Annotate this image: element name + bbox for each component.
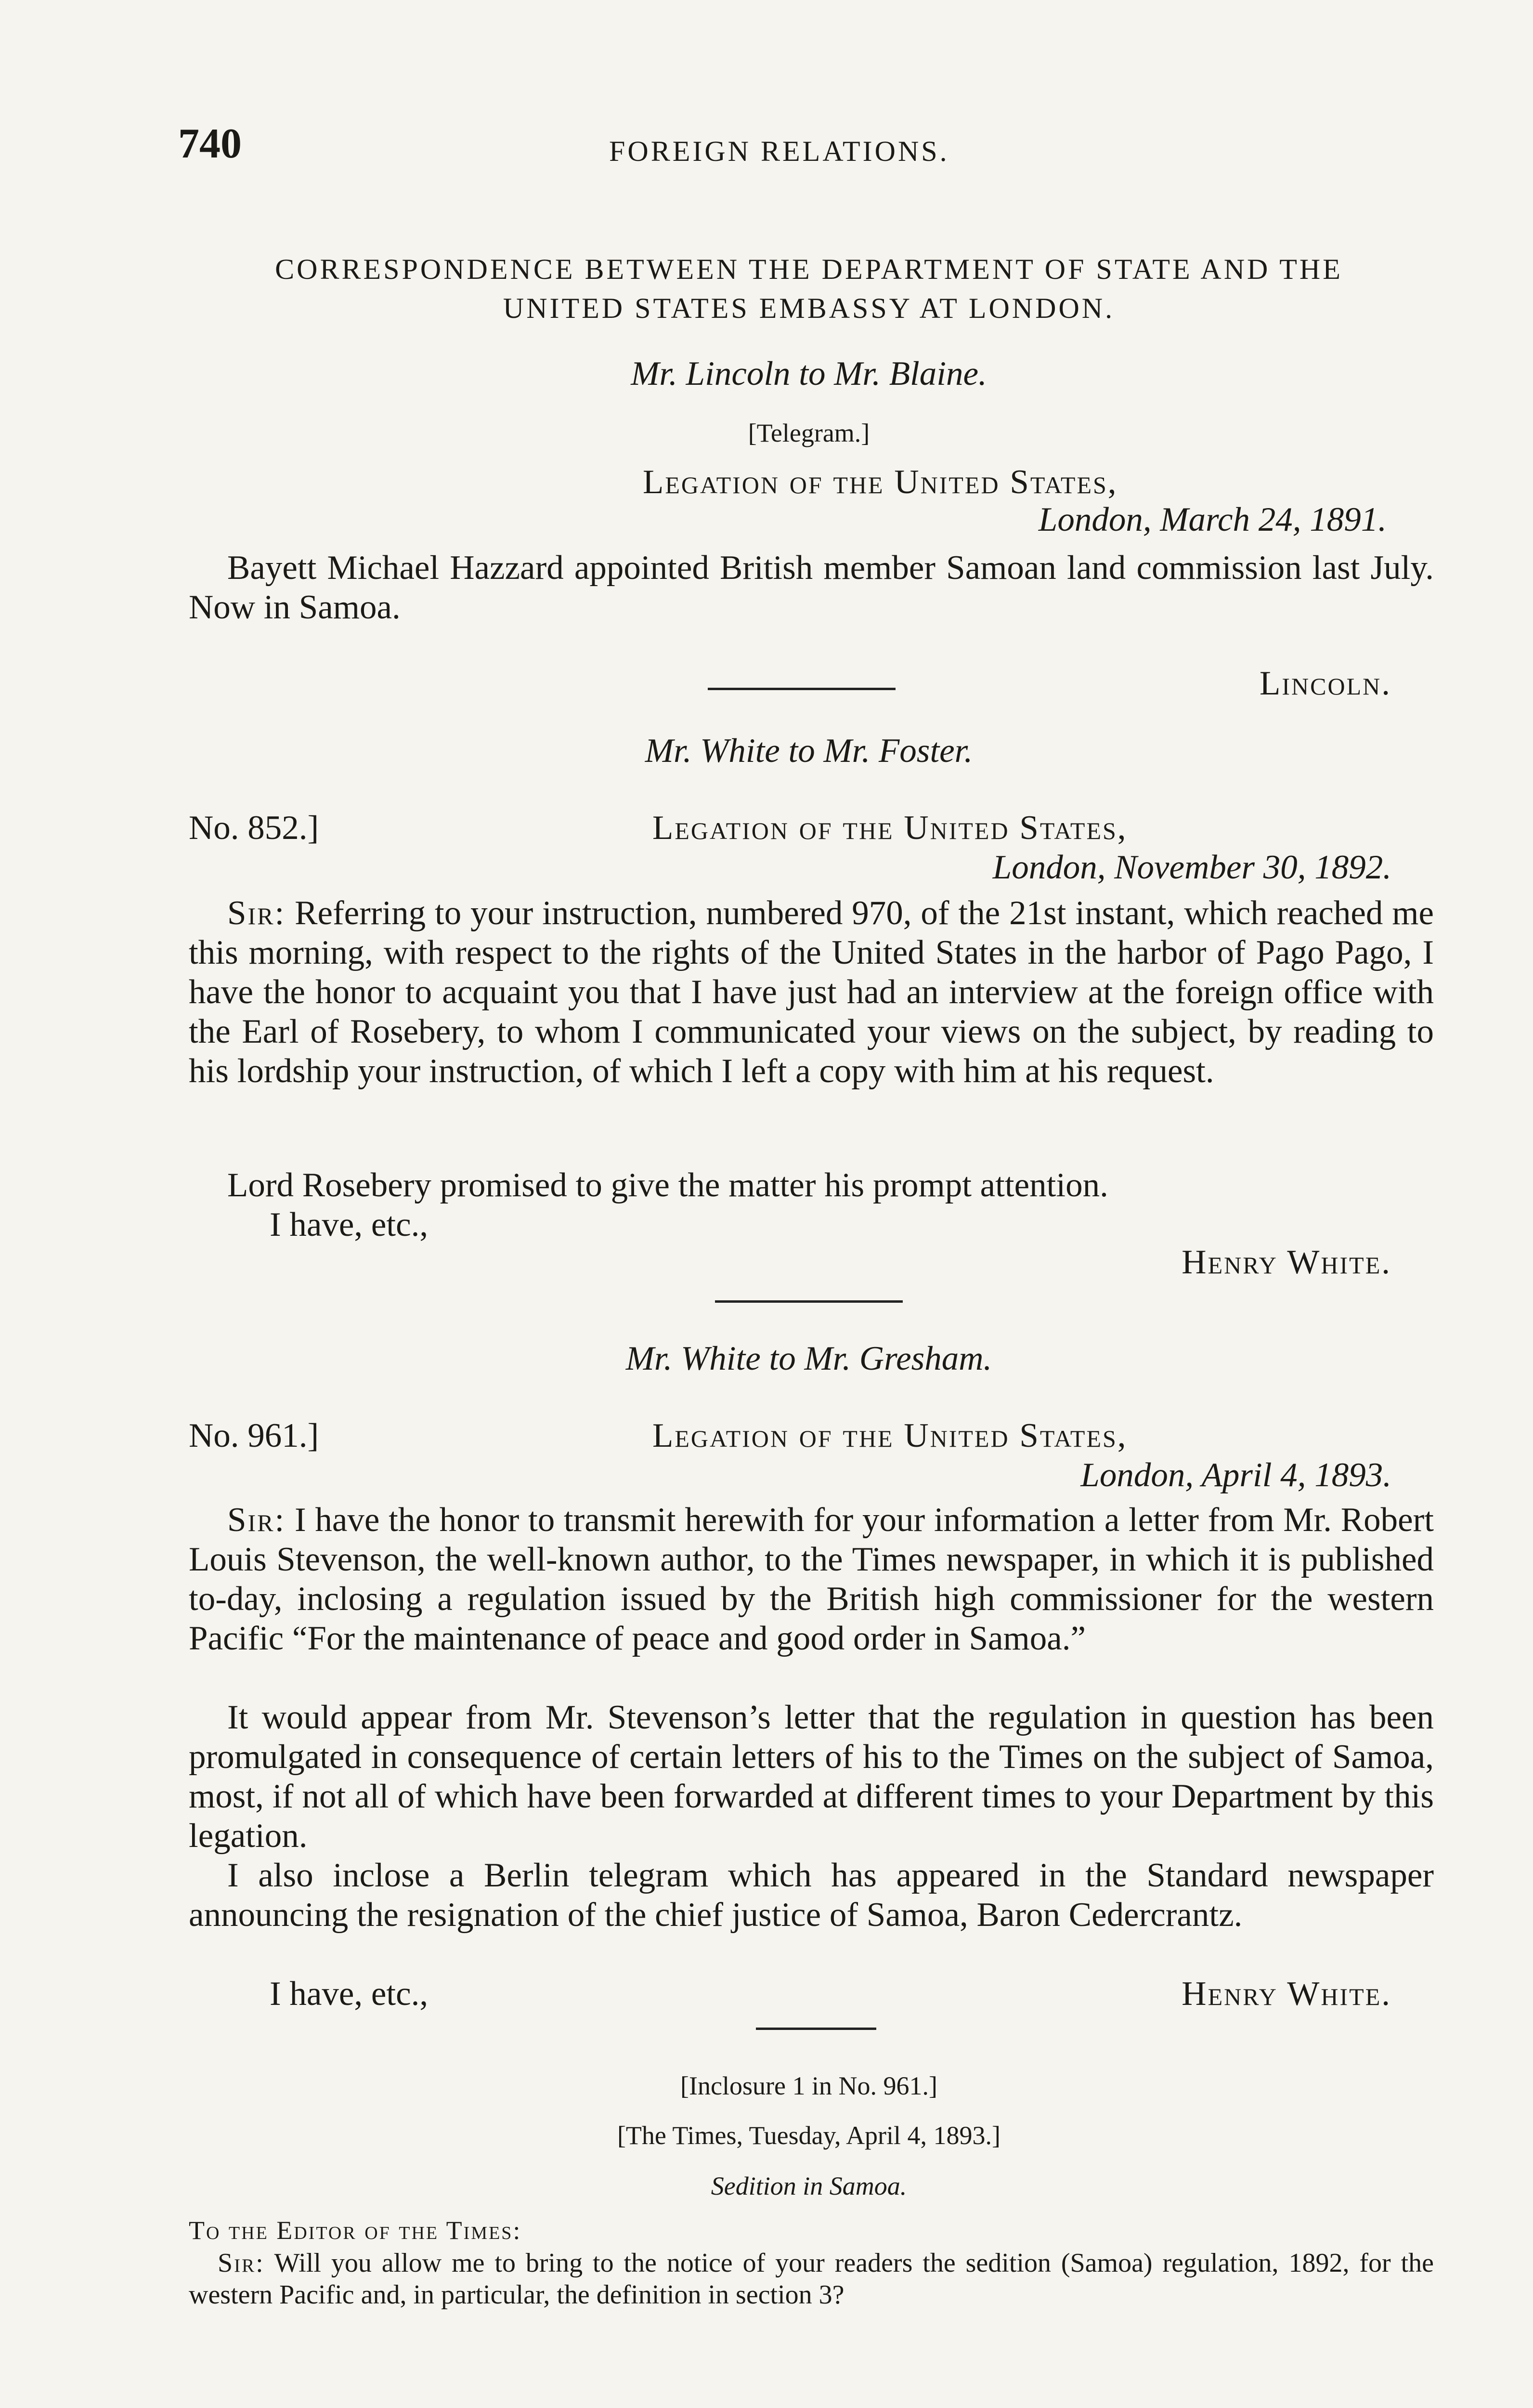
letter-2-signature: Henry White.: [1182, 1243, 1391, 1281]
letter-3-place-date: London, April 4, 1893.: [1080, 1456, 1391, 1494]
letter-2-closing: I have, etc.,: [270, 1206, 429, 1243]
divider-2: [715, 1300, 903, 1303]
letter-2-place-date: London, November 30, 1892.: [992, 849, 1391, 886]
letter-3-paragraph-2: It would appear from Mr. Stevenson’s letter that the regulation in question has been promulgated in consequence of certain letters of his to the Times on the subject of Samoa, most, if not all of which have been forwarded at different times to your Department by this legation.: [189, 1699, 1434, 1855]
inclosure-title: Sedition in Samoa.: [711, 2172, 907, 2200]
letter-1-place-date: London, March 24, 1891.: [1038, 501, 1387, 538]
letter-2-number: No. 852.]: [189, 809, 319, 847]
section-title-line-2: UNITED STATES EMBASSY AT LONDON.: [503, 292, 1115, 324]
letter-2-paragraph-1: Sir: Referring to your instruction, numbered 970, of the 21st instant, which reached me this morning, with respect to the rights of the United States in the harbor of Pago Pago, I have the honor to acquaint you that I have just had an interview at the foreign office with the Earl of Rosebery, to whom I communicated your views on the subject, by reading to his lordship your instruction, of which I left a copy with him at his request.: [189, 894, 1434, 1090]
letter-3-closing: I have, etc.,: [270, 1975, 429, 2013]
letter-3-paragraph-3: I also inclose a Berlin telegram which has appeared in the Standard newspaper announcing the resignation of the chief justice of Samoa, Baron Cedercrantz.: [189, 1857, 1434, 1934]
inclosure-addressee: To the Editor of the Times:: [189, 2216, 522, 2245]
letter-3-number: No. 961.]: [189, 1417, 319, 1454]
letter-1-signature: Lincoln.: [1260, 665, 1391, 702]
letter-3-legation: Legation of the United States,: [652, 1417, 1128, 1454]
letter-1-legation: Legation of the United States,: [643, 463, 1118, 501]
inclosure-body: Sir: Will you allow me to bring to the notice of your readers the sedition (Samoa) regulation, 1892, for the western Pacific and, in particular, the definition in section 3?: [189, 2248, 1434, 2310]
letter-3-heading: Mr. White to Mr. Gresham.: [625, 1340, 992, 1377]
letter-2-heading: Mr. White to Mr. Foster.: [645, 732, 973, 770]
divider-1: [708, 688, 896, 690]
section-title-line-1: CORRESPONDENCE BETWEEN THE DEPARTMENT OF STATE AND THE: [275, 253, 1343, 285]
letter-2-legation: Legation of the United States,: [652, 809, 1128, 847]
running-title: FOREIGN RELATIONS.: [609, 135, 949, 167]
letter-1-telegram-note: [Telegram.]: [748, 419, 870, 447]
letter-3-paragraph-1: Sir: I have the honor to transmit herewith for your information a letter from Mr. Robert Louis Stevenson, the well-known author, to the Times newspaper, in which it is published to-day, inclosing a regulation issued by the British high commissioner for the western Pacific “For the maintenance of peace and good order in Samoa.”: [189, 1501, 1434, 1657]
divider-3: [756, 2028, 876, 2030]
inclosure-label: [Inclosure 1 in No. 961.]: [680, 2071, 937, 2100]
letter-3-signature: Henry White.: [1182, 1975, 1391, 2013]
letter-1-body: Bayett Michael Hazzard appointed British member Samoan land commission last July. Now in Samoa.: [189, 549, 1434, 626]
letter-1-heading: Mr. Lincoln to Mr. Blaine.: [631, 355, 987, 393]
letter-2-paragraph-2: Lord Rosebery promised to give the matter his prompt attention.: [227, 1166, 1108, 1204]
inclosure-source: [The Times, Tuesday, April 4, 1893.]: [617, 2121, 1001, 2150]
page-number: 740: [178, 120, 242, 167]
